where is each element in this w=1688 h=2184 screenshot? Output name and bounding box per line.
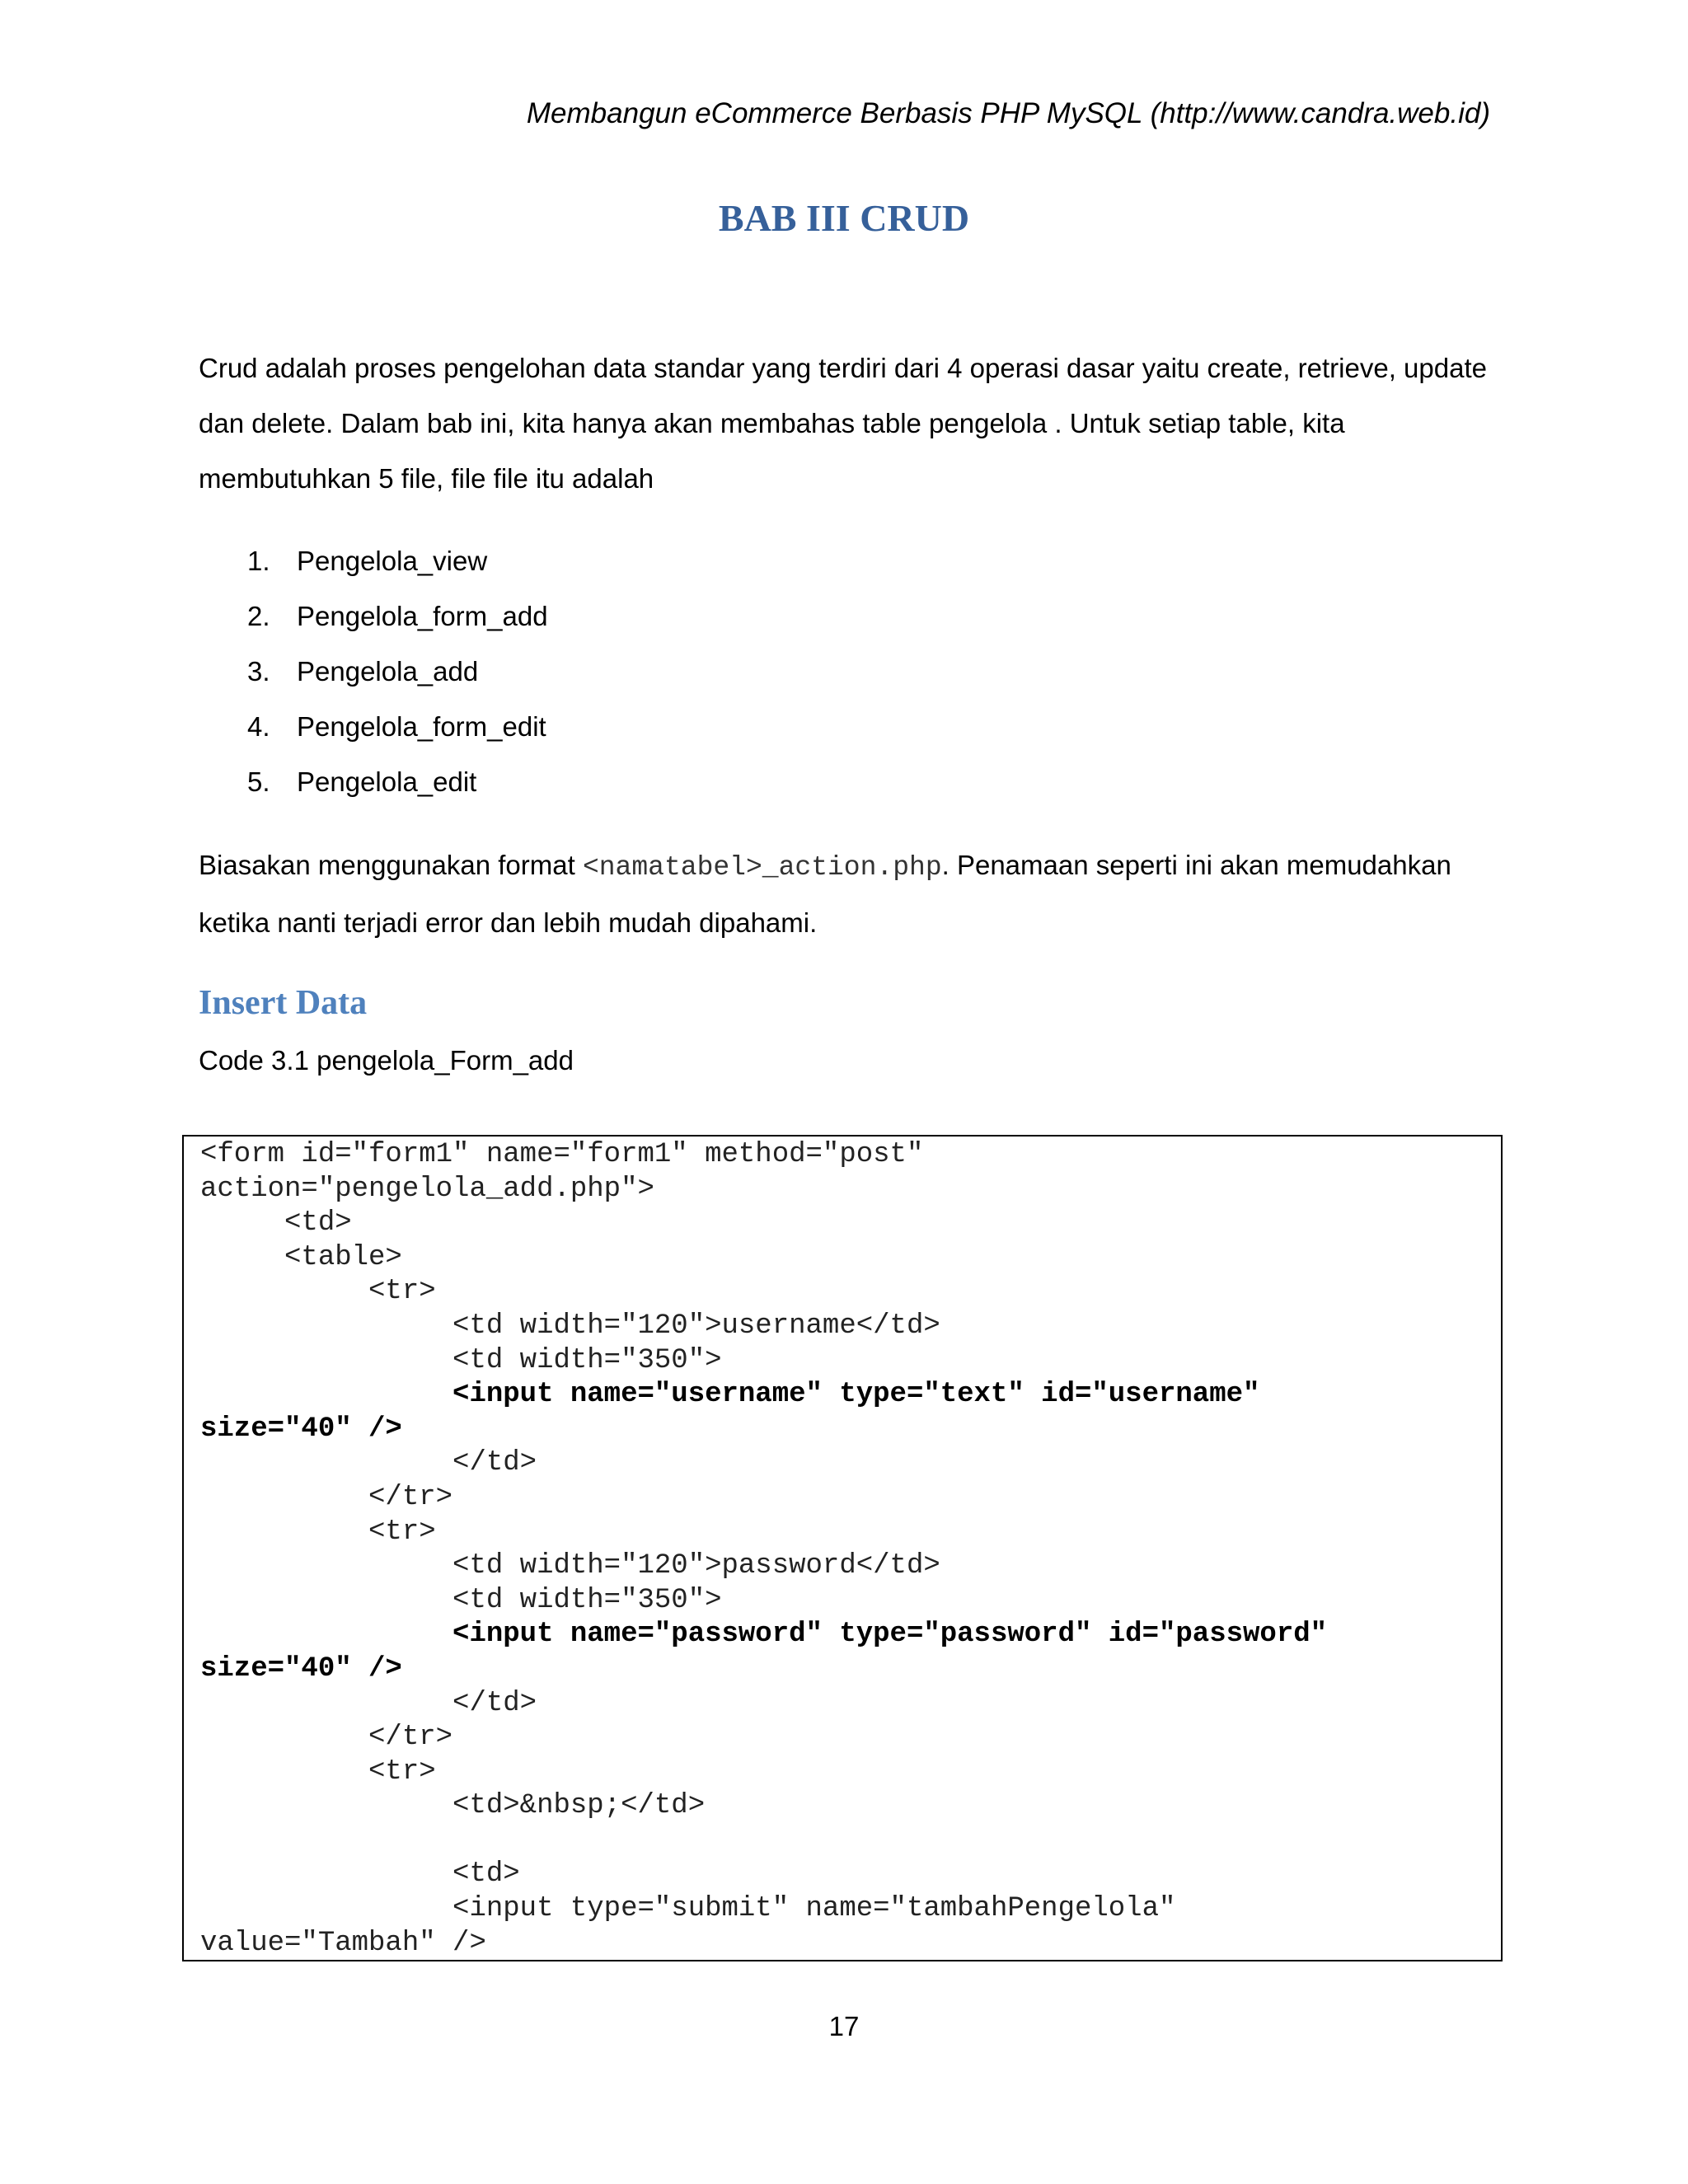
- naming-note-paragraph: [199, 837, 1501, 950]
- code-line: <tr>: [200, 1755, 436, 1788]
- chapter-title: BAB III CRUD: [718, 197, 970, 239]
- page-number: 17: [828, 2011, 860, 2041]
- list-item-label: Pengelola_form_add: [297, 601, 548, 631]
- code-line: <td width="350">: [200, 1344, 722, 1376]
- code-line-highlighted: size="40" />: [200, 1413, 402, 1445]
- list-item: [247, 533, 548, 588]
- code-line: <td width="120">password</td>: [200, 1550, 940, 1582]
- list-item-label: Pengelola_edit: [297, 766, 477, 797]
- list-item-number: 1.: [247, 546, 270, 576]
- code-line: </tr>: [200, 1722, 453, 1754]
- code-line: <td width="350">: [200, 1584, 722, 1616]
- code-line: </td>: [200, 1447, 537, 1479]
- code-line: action="pengelola_add.php">: [200, 1173, 654, 1205]
- code-line-highlighted: size="40" />: [200, 1652, 402, 1685]
- code-line: <td width="120">username</td>: [200, 1310, 940, 1342]
- list-item: [247, 588, 548, 644]
- list-item: [247, 754, 548, 809]
- list-item-number: 3.: [247, 656, 270, 687]
- code-line: <td>: [200, 1858, 520, 1891]
- naming-note-before: Biasakan menggunakan format: [199, 850, 583, 880]
- code-line: <form id="form1" name="form1" method="post": [200, 1139, 924, 1170]
- code-line: <td>: [200, 1207, 352, 1240]
- section-heading: Insert Data: [199, 984, 368, 1022]
- code-line-highlighted: <input name="username" type="text" id="username": [200, 1379, 1260, 1411]
- naming-note-after: . Penamaan seperti ini akan memudahkan ketika nanti terjadi error dan lebih mudah dipahami.: [199, 850, 1451, 938]
- list-item: [247, 644, 548, 699]
- code-line: </tr>: [200, 1481, 453, 1513]
- code-line: <tr>: [200, 1516, 436, 1548]
- list-item-label: Pengelola_form_edit: [297, 711, 546, 742]
- code-caption: Code 3.1 pengelola_Form_add: [199, 1045, 574, 1076]
- code-lines: [184, 1137, 1501, 1961]
- file-list: [247, 533, 548, 809]
- list-item: [247, 699, 548, 754]
- naming-note-code: <namatabel>_action.php: [582, 852, 942, 883]
- code-line: <table>: [200, 1241, 402, 1273]
- code-line: <input type="submit" name="tambahPengelola": [200, 1893, 1176, 1925]
- code-line: value="Tambah" />: [200, 1927, 486, 1959]
- intro-paragraph: Crud adalah proses pengelohan data standar yang terdiri dari 4 operasi dasar yaitu create, retrieve, update dan delete. Dalam bab ini, kita hanya akan membahas table pengelola . Untuk setiap table, kita membutuhkan 5 file, file file itu adalah: [199, 353, 1487, 494]
- code-line-highlighted: <input name="password" type="password" id="password": [200, 1619, 1328, 1651]
- running-header: Membangun eCommerce Berbasis PHP MySQL (http://www.candra.web.id): [526, 97, 1490, 129]
- list-item-label: Pengelola_add: [297, 656, 479, 687]
- list-item-number: 2.: [247, 601, 270, 631]
- list-item-number: 4.: [247, 711, 270, 742]
- code-line: <td>&nbsp;</td>: [200, 1790, 706, 1822]
- code-block: [182, 1135, 1503, 1961]
- code-line: <tr>: [200, 1276, 436, 1308]
- list-item-label: Pengelola_view: [297, 546, 488, 576]
- code-line: </td>: [200, 1687, 537, 1719]
- list-item-number: 5.: [247, 766, 270, 797]
- code-line-blank: [200, 1824, 1501, 1858]
